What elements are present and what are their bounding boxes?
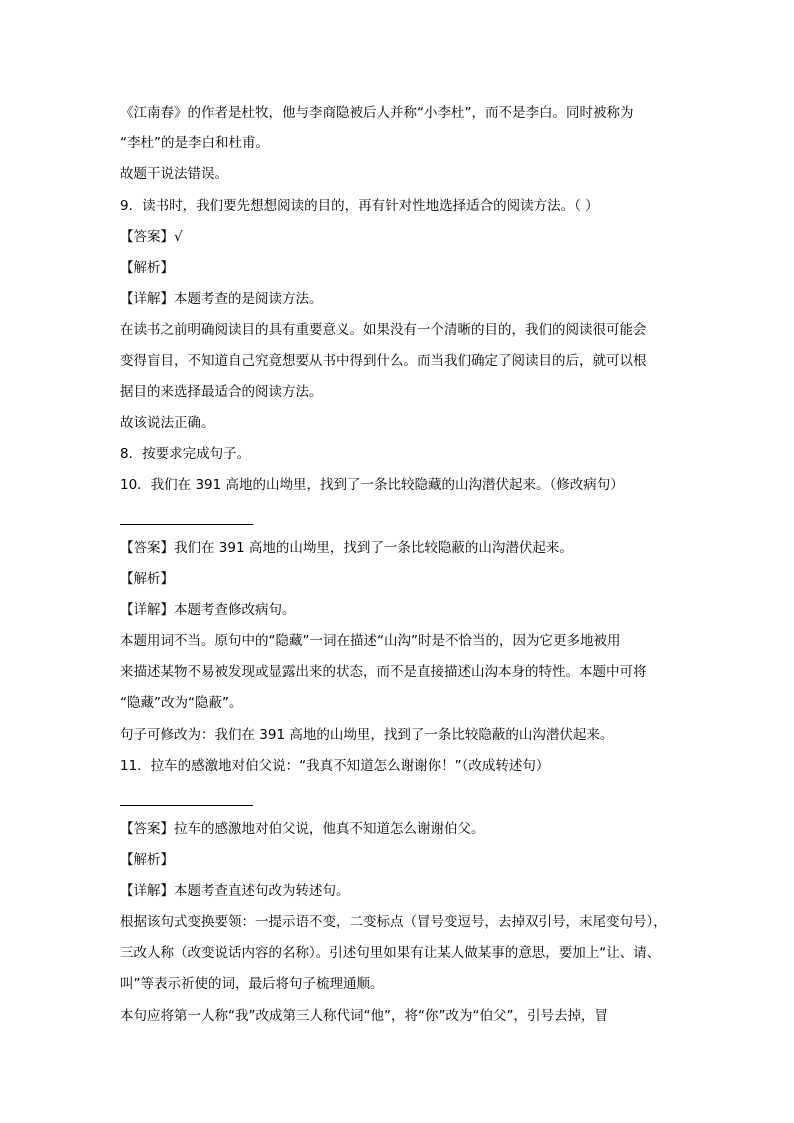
section-heading: 8．按要求完成句子。 — [120, 446, 251, 462]
text-line: “李杜”的是李白和杜甫。 — [120, 135, 269, 151]
detail-label: 【详解】本题考查修改病句。 — [120, 602, 296, 618]
text-line: “隐藏”改为“隐蔽”。 — [120, 695, 243, 711]
text-line: 句子可修改为：我们在 391 高地的山坳里，找到了一条比较隐蔽的山沟潜伏起来。 — [120, 727, 614, 743]
analysis-label: 【解析】 — [120, 852, 174, 868]
question-11: 11．拉车的感激地对伯父说：“我真不知道怎么谢谢你！”（改成转述句） — [120, 758, 550, 774]
analysis-label: 【解析】 — [120, 260, 174, 276]
text-line: 在读书之前明确阅读目的具有重要意义。如果没有一个清晰的目的，我们的阅读很可能会 — [120, 322, 647, 338]
answer-label: 【答案】我们在 391 高地的山坳里，找到了一条比较隐蔽的山沟潜伏起来。 — [120, 540, 573, 556]
text-line: 变得盲目，不知道自己究竟想要从书中得到什么。而当我们确定了阅读目的后，就可以根 — [120, 353, 647, 369]
text-line: 三改人称（改变说话内容的名称）。引述句里如果有让某人做某事的意思，要加上“让、请、 — [120, 945, 661, 961]
text-line: 叫”等表示祈使的词，最后将句子梳理通顺。 — [120, 976, 384, 992]
text-line: 故题干说法错误。 — [120, 166, 228, 182]
answer-blank-line — [120, 805, 253, 806]
text-line: 《江南春》的作者是杜牧，他与李商隐被后人并称“小李杜”，而不是李白。同时被称为 — [120, 105, 634, 121]
question-10: 10．我们在 391 高地的山坳里，找到了一条比较隐藏的山沟潜伏起来。（修改病句） — [120, 477, 624, 493]
text-line: 故该说法正确。 — [120, 415, 215, 431]
detail-label: 【详解】本题考查的是阅读方法。 — [120, 291, 323, 307]
text-line: 据目的来选择最适合的阅读方法。 — [120, 384, 323, 400]
answer-blank-line — [120, 524, 253, 525]
answer-label: 【答案】拉车的感激地对伯父说，他真不知道怎么谢谢伯父。 — [120, 821, 485, 837]
text-line: 来描述某物不易被发现或显露出来的状态，而不是直接描述山沟本身的特性。本题中可将 — [120, 664, 647, 680]
question-9: 9．读书时，我们要先想想阅读的目的，再有针对性地选择适合的阅读方法。（ ） — [120, 198, 599, 214]
text-line: 本句应将第一人称“我”改成第三人称代词“他”，将“你”改为“伯父”，引号去掉，冒 — [120, 1008, 608, 1024]
answer-label: 【答案】√ — [120, 229, 183, 245]
text-line: 本题用词不当。原句中的“隐藏”一词在描述“山沟”时是不恰当的，因为它更多地被用 — [120, 633, 621, 649]
detail-label: 【详解】本题考查直述句改为转述句。 — [120, 883, 350, 899]
text-line: 根据该句式变换要领：一提示语不变，二变标点（冒号变逗号，去掉双引号，末尾变句号）， — [120, 914, 667, 930]
analysis-label: 【解析】 — [120, 571, 174, 587]
